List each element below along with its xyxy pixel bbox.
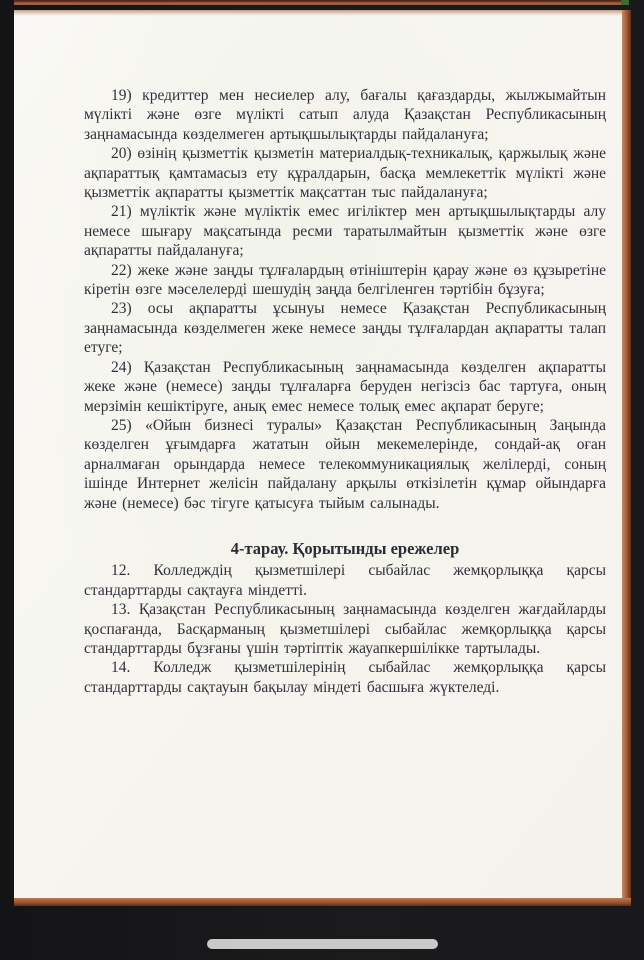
scanned-document-page: [14, 10, 631, 906]
clause-19: 19) кредиттер мен несиелер алу, бағалы қағаздарды, жылжымайтын мүлікті және өзге мүлікті сатып алуда Қазақстан Республикасының заңнамасында көзделмеген артықшылықтарды пайдалануға;: [84, 87, 606, 143]
final-clause-14: 14. Колледж қызметшілерінің сыбайлас жемқорлыққа қарсы стандарттарды сақтауын бақылау міндеті басшыға жүктеледі.: [84, 659, 606, 696]
clause-23: 23) осы ақпаратты ұсынуы немесе Қазақстан Республикасының заңнамасында көзделмеген жеке немесе заңды тұлғалардан ақпаратты талап етуге;: [84, 300, 606, 357]
home-indicator-bar[interactable]: [207, 939, 438, 949]
final-clause-12: 12. Колледждің қызметшілері сыбайлас жемқорлыққа қарсы стандарттарды сақтауға міндетті.: [84, 562, 606, 599]
page-right-edge: [622, 10, 631, 906]
chapter-heading: 4-тарау. Қорытынды ережелер: [230, 538, 460, 558]
document-text-column: [84, 86, 606, 697]
clause-21: 21) мүліктік және мүліктік емес игіліктер мен артықшылықтарды алу немесе шығару мақсатында ресми таратылмайтын қызметтік және өзге ақпаратты пайдалануға;: [84, 203, 606, 260]
page-top-shadow: [14, 10, 631, 16]
clause-20: 20) өзінің қызметтік қызметін материалдық-техникалық, қаржылық және ақпараттық қамтамасыз ету құралдарын, басқа мемлекеттік мүлікті және қызметтік ақпаратты қызметтік мақсаттан тыс пайдалануға;: [84, 145, 606, 202]
page-bottom-edge: [14, 898, 631, 906]
clause-25: 25) «Ойын бизнесі туралы» Қазақстан Республикасының Заңында көзделген ұғымдарға жататын ойын мекемелерінде, сондай-ақ оған арналмаған орындарда немесе телекоммуникациялық желілерді, соның ішінде Интернет желісін пайдалану арқылы өткізілетін құмар ойындарға және (немесе) бәс тігуге қатысуға тыйым салынады.: [84, 416, 606, 512]
clause-22: 22) жеке және заңды тұлғалардың өтініштерін қарау және өз құзыретіне кіретін өзге мәселелерді шешудің заңда белгіленген тәртібін бұзуға;: [84, 261, 606, 299]
final-clause-13: 13. Қазақстан Республикасының заңнамасында көзделген жағдайларды қоспағанда, Басқарманың қызметшілері сыбайлас жемқорлыққа қарсы стандарттарды бұзғаны үшін тәртіптік жауапкершілікке тартылады.: [84, 601, 606, 657]
scan-artifact-green: [621, 0, 629, 5]
clause-24: 24) Қазақстан Республикасының заңнамасында көзделген ақпаратты жеке және (немесе) заңды тұлғаларға беруден негізсіз бас тартуға, оның мерзімін кешіктіруге, анық емес немесе толық емес ақпарат беруге;: [84, 358, 606, 415]
previous-page-edge-strip: [14, 0, 621, 5]
